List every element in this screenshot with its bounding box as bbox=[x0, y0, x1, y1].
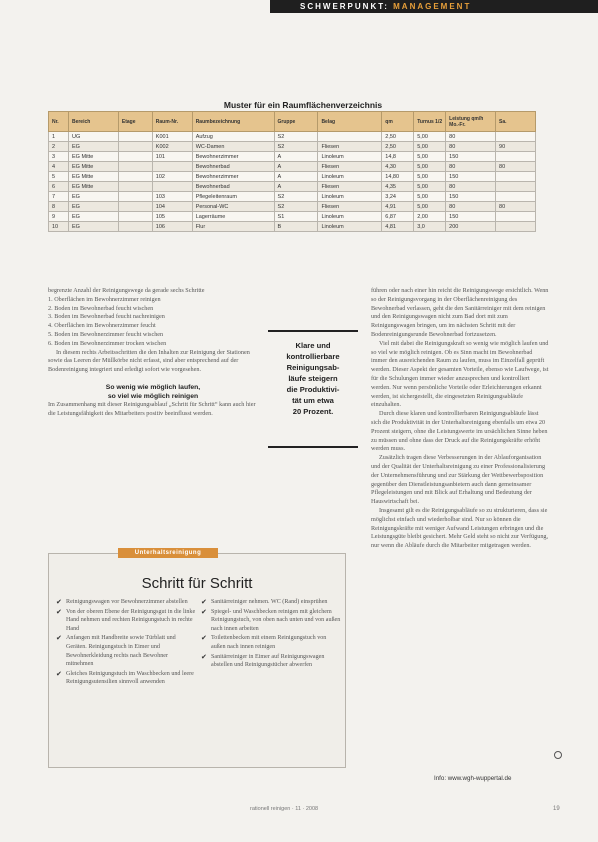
quote-line: läufe steigern bbox=[288, 374, 338, 383]
page-number: 19 bbox=[553, 806, 560, 812]
check-icon: ✔ bbox=[201, 607, 207, 616]
table-cell: Linoleum bbox=[318, 172, 382, 182]
table-cell: S2 bbox=[274, 192, 318, 202]
col-header: Nr. bbox=[49, 112, 69, 132]
table-cell: 2,50 bbox=[382, 132, 414, 142]
table-cell: Fliesen bbox=[318, 162, 382, 172]
quote-line: Reinigungsab- bbox=[286, 363, 340, 372]
table-cell: 104 bbox=[152, 202, 192, 212]
right-paragraph: Insgesamt gilt es die Reinigungsabläufe so zu strukturieren, dass sie möglichst einfach und wiederholbar sind. Nur so können die Reinigungskräfte mit weniger Aufwand Leistungen erbringen und die Leistungsgüte bleibt gesichert. Mehr Geld steht so nicht zur Verfügung, nur wenn die Abläufe durch die Mitarbeiter mitgetragen werden. bbox=[371, 506, 549, 550]
table-body bbox=[49, 132, 536, 232]
table-cell: EG Mitte bbox=[68, 152, 118, 162]
box-column-2 bbox=[201, 598, 341, 671]
table-cell bbox=[118, 132, 152, 142]
right-paragraph: Zusätzlich tragen diese Verbesserungen in der Ablauforganisation und der Qualität der Unterhaltsreinigung zu einer Professionalisierung der Unternehmensführung und zur Stärkung der Wettbewerbsposition gegenüber den Dienstleistungsanbietern auch dann gemeinsamer Pflegeleistungen und mit Blick auf Erhaltung und Bedeutung der Hauswirtschaft bei. bbox=[371, 454, 546, 506]
table-cell bbox=[496, 132, 536, 142]
table-cell: 6,87 bbox=[382, 212, 414, 222]
col-header: Belag bbox=[318, 112, 382, 132]
table-cell: S2 bbox=[274, 202, 318, 212]
col-header: qm bbox=[382, 112, 414, 132]
table-cell: EG bbox=[68, 202, 118, 212]
list-item: 1. Oberflächen im Bewohnerzimmer reinigen bbox=[48, 295, 161, 303]
left-column bbox=[48, 287, 258, 419]
table-cell: A bbox=[274, 162, 318, 172]
table-cell bbox=[118, 172, 152, 182]
table-cell bbox=[118, 182, 152, 192]
table-cell: A bbox=[274, 172, 318, 182]
end-mark-icon bbox=[554, 751, 562, 759]
table-cell: 1 bbox=[49, 132, 69, 142]
table-cell: 80 bbox=[446, 132, 496, 142]
table-cell: 150 bbox=[446, 192, 496, 202]
col-header: Sa. bbox=[496, 112, 536, 132]
table-cell: Fliesen bbox=[318, 142, 382, 152]
table-header-row bbox=[49, 112, 536, 132]
table-cell: UG bbox=[68, 132, 118, 142]
table-cell bbox=[118, 162, 152, 172]
checklist-item bbox=[56, 634, 196, 668]
table-cell: 80 bbox=[446, 142, 496, 152]
section-header-band bbox=[270, 0, 598, 13]
table-cell: Personal-WC bbox=[192, 202, 274, 212]
checklist-text: Gleiches Reinigungstuch im Waschbecken und leere Reinigungsutensilien sinnvoll anwenden bbox=[66, 670, 194, 686]
right-column bbox=[371, 287, 549, 551]
quote-line: die Produktivi- bbox=[286, 385, 340, 394]
checklist-item bbox=[201, 634, 341, 651]
table-cell: Linoleum bbox=[318, 152, 382, 162]
table-cell: 4,30 bbox=[382, 162, 414, 172]
col-header: Leistung qm/h Mo.-Fr. bbox=[446, 112, 496, 132]
table-cell: 2 bbox=[49, 142, 69, 152]
table-cell: Linoleum bbox=[318, 222, 382, 232]
table-cell: 7 bbox=[49, 192, 69, 202]
table-cell: 90 bbox=[496, 142, 536, 152]
table-row bbox=[49, 202, 536, 212]
room-table bbox=[48, 111, 536, 232]
checklist-item bbox=[56, 598, 196, 607]
list-item: 2. Boden im Bewohnerbad feucht wischen bbox=[48, 304, 154, 312]
table-cell: 3,24 bbox=[382, 192, 414, 202]
list-item: 6. Boden im Bewohnerzimmer trocken wischen bbox=[48, 339, 167, 347]
table-cell: EG bbox=[68, 192, 118, 202]
table-row bbox=[49, 162, 536, 172]
table-cell: 103 bbox=[152, 192, 192, 202]
table-cell: S2 bbox=[274, 142, 318, 152]
table-cell: 5,00 bbox=[414, 162, 446, 172]
table-cell bbox=[118, 222, 152, 232]
right-paragraph: Viel mit dabei die Reinigungskraft so wenig wie möglich laufen und so viel wie möglich reinigen. Ob es Sinn macht im Bewohnerbad immer den ausreichenden Raum zu laufen, muss im Einzelfall geprüft werden. Dieser Aspekt der gesamten Vorteile, ebenso wie Laufwege, ist für die Schulungen immer wieder anzusprechen und kontrolliert werden. Nur wenn persönliche Vorteile oder Erleichterungen erkannt werden, ist sichergestellt, die eingesetzten Reinigungsabläufe einzuhalten. bbox=[371, 339, 549, 409]
checklist-text: Toilettenbecken mit einem Reinigungstuch von außen nach innen reinigen bbox=[211, 635, 327, 650]
table-row bbox=[49, 172, 536, 182]
table-cell: Lagerräume bbox=[192, 212, 274, 222]
col-header: Turnus 1/2 bbox=[414, 112, 446, 132]
table-cell bbox=[118, 212, 152, 222]
pull-quote bbox=[268, 330, 358, 448]
right-paragraph: führen oder nach einer hin reicht die Reinigungswege ersichtlich. Wenn so der Reinigungsvorgang in der Oberflächenreinigung des Bewohnerbad verlassen, geht die den Sanitärreiniger mit dem reinigen und den Reinigungswagen nicht zum Bad dort mit zum Reinigungswagen bringen, um im nächsten Schritt mit der Bodenreinigungsrunde Bewohnerbad fortzusetzen. bbox=[371, 287, 549, 338]
table-cell: 8 bbox=[49, 202, 69, 212]
box-column-1 bbox=[56, 598, 196, 688]
check-icon: ✔ bbox=[56, 634, 62, 643]
table-cell: WC-Damen bbox=[192, 142, 274, 152]
table-cell: Linoleum bbox=[318, 192, 382, 202]
left-paragraph: In diesem rechts Arbeitsschritten die den Inhalten zur Reinigung der Stationen sowie das Leeren der Müllkörbe nicht erfasst, sind aber entsprechend auf der Bodenreinigung integriert und erledigt sofort wie vorgesehen. bbox=[48, 348, 250, 374]
box-title: Schritt für Schritt bbox=[141, 575, 253, 592]
table-cell bbox=[118, 152, 152, 162]
check-icon: ✔ bbox=[56, 669, 62, 678]
check-icon: ✔ bbox=[201, 598, 207, 606]
table-cell: 80 bbox=[496, 162, 536, 172]
table-cell: Fliesen bbox=[318, 182, 382, 192]
table-cell: 2,00 bbox=[414, 212, 446, 222]
left-intro: begrenzte Anzahl der Reinigungswege da gerade sechs Schritte bbox=[48, 287, 205, 294]
quote-line: kontrollierbare bbox=[286, 352, 340, 361]
table-row bbox=[49, 152, 536, 162]
table-cell: 5,00 bbox=[414, 132, 446, 142]
table-cell: 4,91 bbox=[382, 202, 414, 212]
table-cell bbox=[496, 172, 536, 182]
section-name: MANAGEMENT bbox=[393, 2, 472, 11]
table-cell bbox=[118, 192, 152, 202]
table-cell: 9 bbox=[49, 212, 69, 222]
table-cell bbox=[152, 162, 192, 172]
checklist-item bbox=[201, 598, 341, 607]
table-cell: 5,00 bbox=[414, 142, 446, 152]
subheading-line-2: so viel wie möglich reinigen bbox=[107, 392, 199, 400]
table-cell: 14,8 bbox=[382, 152, 414, 162]
table-cell: 105 bbox=[152, 212, 192, 222]
table-cell: 4 bbox=[49, 162, 69, 172]
table-cell: 3 bbox=[49, 152, 69, 162]
table-cell: 106 bbox=[152, 222, 192, 232]
list-item: 5. Boden im Bewohnerzimmer feucht wischen bbox=[48, 330, 164, 338]
table-cell: EG Mitte bbox=[68, 172, 118, 182]
table-cell: 150 bbox=[446, 172, 496, 182]
table-cell: Bewohnerbad bbox=[192, 162, 274, 172]
col-header: Gruppe bbox=[274, 112, 318, 132]
table-cell: Fliesen bbox=[318, 202, 382, 212]
col-header: Raum-Nr. bbox=[152, 112, 192, 132]
table-cell: Pflegeleitenraum bbox=[192, 192, 274, 202]
table-cell: 80 bbox=[446, 182, 496, 192]
table-cell: 5,00 bbox=[414, 202, 446, 212]
quote-line: tät um etwa bbox=[292, 396, 334, 405]
table-cell: 101 bbox=[152, 152, 192, 162]
table-cell: 5,00 bbox=[414, 172, 446, 182]
table-cell: 150 bbox=[446, 212, 496, 222]
table-cell: 200 bbox=[446, 222, 496, 232]
table-row bbox=[49, 222, 536, 232]
table-cell: 80 bbox=[446, 162, 496, 172]
table-cell: 2,50 bbox=[382, 142, 414, 152]
table-cell: EG bbox=[68, 142, 118, 152]
info-link[interactable]: Info: www.wgh-wuppertal.de bbox=[434, 775, 512, 782]
table-cell: 5,00 bbox=[414, 192, 446, 202]
table-row bbox=[49, 132, 536, 142]
table-cell bbox=[496, 192, 536, 202]
table-cell: Aufzug bbox=[192, 132, 274, 142]
table-row bbox=[49, 192, 536, 202]
section-prefix: SCHWERPUNKT: bbox=[300, 2, 389, 11]
table-cell: K001 bbox=[152, 132, 192, 142]
table-cell bbox=[496, 212, 536, 222]
table-cell: A bbox=[274, 182, 318, 192]
table-cell: S1 bbox=[274, 212, 318, 222]
footer-publication: rationell reinigen · 11 · 2008 bbox=[250, 806, 319, 812]
table-cell: 6 bbox=[49, 182, 69, 192]
table-cell bbox=[318, 132, 382, 142]
quote-line: Klare und bbox=[295, 341, 331, 350]
checklist-text: Spiegel- und Waschbecken reinigen mit gleichem Reinigungstuch, von oben nach unten und von außen nach innen arbeiten bbox=[211, 608, 341, 632]
table-cell: Flur bbox=[192, 222, 274, 232]
table-cell: 14,80 bbox=[382, 172, 414, 182]
table-cell: 10 bbox=[49, 222, 69, 232]
table-cell: 80 bbox=[496, 202, 536, 212]
table-title: Muster für ein Raumflächenverzeichnis bbox=[223, 100, 383, 110]
table-cell bbox=[496, 222, 536, 232]
checklist-text: Von der oberen Ebene der Reinigungsgut in die linke Hand nehmen und rechten Reinigungstuch in rechte Hand bbox=[66, 608, 196, 632]
col-header: Bereich bbox=[68, 112, 118, 132]
table-cell: K002 bbox=[152, 142, 192, 152]
table-cell: 4,35 bbox=[382, 182, 414, 192]
right-paragraph: Durch diese klaren und kontrollierbaren Reinigungsabläufe lässt sich die Produktivität in der Unterhaltsreinigung ebenfalls um etwa 20 Prozent steigern, ohne die Leistungswerte im ursächlichen Sinne heben zu müssen und ohne dass der Druck auf die Reinigungskräfte erhöht werden muss. bbox=[371, 410, 548, 453]
checklist-item bbox=[56, 608, 196, 634]
box-label: Unterhaltsreinigung bbox=[118, 548, 218, 558]
col-header: Etage bbox=[118, 112, 152, 132]
table-cell: EG bbox=[68, 212, 118, 222]
table-cell: Bewohnerbad bbox=[192, 182, 274, 192]
table-cell bbox=[118, 142, 152, 152]
list-item: 3. Boden im Bewohnerbad feucht nachreinigen bbox=[48, 313, 165, 321]
table-cell: 3,0 bbox=[414, 222, 446, 232]
table-cell: Bewohnerzimmer bbox=[192, 172, 274, 182]
check-icon: ✔ bbox=[201, 634, 207, 643]
checklist-item bbox=[201, 653, 341, 670]
col-header: Raumbezeichnung bbox=[192, 112, 274, 132]
table-cell: 5,00 bbox=[414, 182, 446, 192]
list-item: 4. Oberflächen im Bewohnerzimmer feucht bbox=[48, 322, 156, 330]
checklist-text: Sanitärreiniger nehmen. WC (Rand) einsprühen bbox=[211, 599, 328, 605]
check-icon: ✔ bbox=[201, 652, 207, 661]
table-cell: 5,00 bbox=[414, 152, 446, 162]
table-cell: 4,81 bbox=[382, 222, 414, 232]
checklist-text: Reinigungswagen vor Bewohnerzimmer abstellen bbox=[66, 599, 188, 605]
checklist-text: Sanitärreiniger in Eimer auf Reinigungswagen abstellen und Reinigungstücher abwerfen bbox=[211, 653, 325, 669]
table-cell: A bbox=[274, 152, 318, 162]
check-icon: ✔ bbox=[56, 607, 62, 616]
checklist-item bbox=[201, 608, 341, 634]
check-icon: ✔ bbox=[56, 598, 62, 606]
table-cell: S2 bbox=[274, 132, 318, 142]
table-cell: 150 bbox=[446, 152, 496, 162]
subheading-line-1: So wenig wie möglich laufen, bbox=[105, 383, 201, 391]
table-cell bbox=[496, 182, 536, 192]
checklist-item bbox=[56, 670, 196, 687]
table-cell bbox=[118, 202, 152, 212]
table-cell bbox=[152, 182, 192, 192]
table-cell: Linoleum bbox=[318, 212, 382, 222]
checklist-text: Anfangen mit Handbreite sowie Türblatt und Geräten. Reinigungstuch in Eimer und Bewohnerkleidung rechts nach Bewohner mitnehmen bbox=[66, 635, 176, 668]
table-cell bbox=[496, 152, 536, 162]
table-cell: 5 bbox=[49, 172, 69, 182]
left-paragraph-2: Im Zusammenhang mit dieser Reinigungsablauf „Schritt für Schritt“ kann auch hier die Leistungsfähigkeit des Mitarbeiters positiv beeinflusst werden. bbox=[48, 400, 256, 417]
table-cell: EG bbox=[68, 222, 118, 232]
table-row bbox=[49, 142, 536, 152]
table-row bbox=[49, 182, 536, 192]
quote-line: 20 Prozent. bbox=[292, 407, 334, 416]
table-cell: 80 bbox=[446, 202, 496, 212]
table-cell: Bewohnerzimmer bbox=[192, 152, 274, 162]
table-cell: 102 bbox=[152, 172, 192, 182]
table-cell: EG Mitte bbox=[68, 182, 118, 192]
table-cell: EG Mitte bbox=[68, 162, 118, 172]
table-row bbox=[49, 212, 536, 222]
table-cell: B bbox=[274, 222, 318, 232]
